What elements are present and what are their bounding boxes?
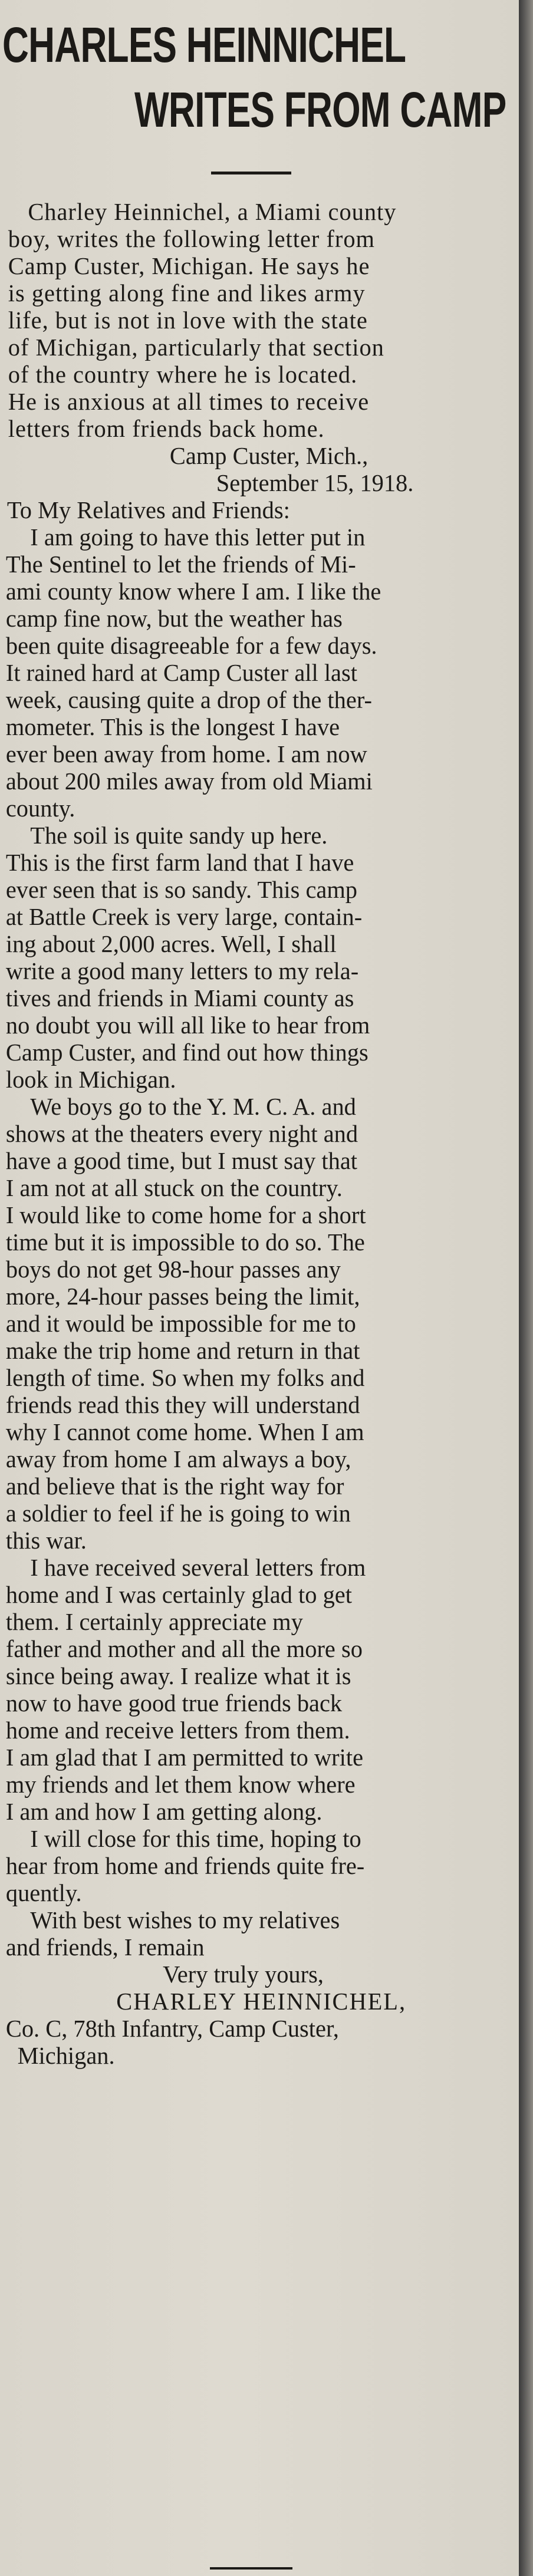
paragraph-line: no doubt you will all like to hear from: [5, 1012, 370, 1039]
intro-line: is getting along fine and likes army: [8, 279, 366, 307]
paragraph-line: more, 24-hour passes being the limit,: [5, 1283, 360, 1310]
intro-line: Charley Heinnichel, a Miami county: [28, 198, 397, 225]
paragraph-line: why I cannot come home. When I am: [5, 1418, 364, 1445]
paragraph-line: look in Michigan.: [5, 1066, 176, 1093]
signature: CHARLEY HEINNICHEL,: [116, 1988, 407, 2015]
paragraph-line: ever seen that is so sandy. This camp: [5, 876, 358, 903]
paragraph-line: camp fine now, but the weather has: [5, 605, 343, 632]
paragraph-line: We boys go to the Y. M. C. A. and: [30, 1093, 356, 1120]
paragraph-line: Camp Custer, and find out how things: [5, 1039, 369, 1066]
intro-line: He is anxious at all times to receive: [8, 388, 370, 415]
paragraph-line: I am and how I am getting along.: [5, 1798, 323, 1825]
closing: Very truly yours,: [163, 1961, 324, 1988]
intro-paragraph: [0, 198, 519, 442]
paragraph-line: now to have good true friends back: [5, 1689, 343, 1717]
paragraph-line: length of time. So when my folks and: [5, 1364, 365, 1391]
headline-rule: [211, 172, 291, 174]
dateline-place: Camp Custer, Mich.,: [169, 442, 369, 469]
intro-line: boy, writes the following letter from: [8, 225, 375, 252]
paragraph-line: hear from home and friends quite fre-: [5, 1852, 365, 1879]
headline-line-2: WRITES FROM CAMP: [134, 82, 506, 137]
paragraph-line: With best wishes to my relatives: [30, 1906, 340, 1933]
paragraph-line: time but it is impossible to do so. The: [5, 1228, 365, 1256]
paragraph-line: my friends and let them know where: [5, 1771, 356, 1798]
paragraph-line: have a good time, but I must say that: [5, 1147, 358, 1174]
paragraph-line: ing about 2,000 acres. Well, I shall: [5, 930, 337, 957]
paragraph-line: them. I certainly appreciate my: [5, 1608, 303, 1635]
paragraph-line: shows at the theaters every night and: [5, 1120, 358, 1147]
paragraph-line: boys do not get 98-hour passes any: [5, 1256, 341, 1283]
paragraph-line: week, causing quite a drop of the ther-: [5, 686, 372, 713]
paragraph-line: a soldier to feel if he is going to win: [5, 1500, 351, 1527]
intro-line: letters from friends back home.: [8, 415, 325, 442]
intro-line: Camp Custer, Michigan. He says he: [8, 252, 370, 279]
paragraph-line: It rained hard at Camp Custer all last: [5, 659, 357, 686]
paragraph-line: this war.: [5, 1527, 87, 1554]
paragraph-line: I will close for this time, hoping to: [30, 1825, 361, 1852]
paragraph-line: county.: [5, 795, 75, 822]
intro-line: life, but is not in love with the state: [8, 307, 368, 334]
letter-body: [0, 442, 519, 2069]
paragraph-line: and friends, I remain: [5, 1933, 205, 1961]
paragraph-line: tives and friends in Miami county as: [5, 984, 354, 1012]
paragraph-line: since being away. I realize what it is: [5, 1662, 351, 1689]
paragraph-line: been quite disagreeable for a few days.: [5, 632, 377, 659]
paragraph-line: The soil is quite sandy up here.: [30, 822, 328, 849]
paragraph-line: mometer. This is the longest I have: [5, 713, 340, 740]
paragraph-line: This is the first farm land that I have: [5, 849, 354, 876]
paragraph-line: home and I was certainly glad to get: [5, 1581, 352, 1608]
intro-line: of the country where he is located.: [8, 361, 358, 388]
paragraph-line: write a good many letters to my rela-: [5, 957, 359, 984]
paragraph-line: and believe that is the right way for: [5, 1473, 344, 1500]
paragraph-line: I am going to have this letter put in: [30, 523, 366, 551]
paragraph-line: The Sentinel to let the friends of Mi-: [5, 551, 356, 578]
end-rule: [210, 2567, 292, 2570]
paragraph-line: father and mother and all the more so: [5, 1635, 363, 1662]
paragraph-line: ami county know where I am. I like the: [5, 578, 381, 605]
dateline-date: September 15, 1918.: [216, 469, 414, 496]
unit-line: Michigan.: [17, 2042, 115, 2069]
intro-line: of Michigan, particularly that section: [8, 334, 384, 361]
paragraph-line: ever been away from home. I am now: [5, 740, 367, 767]
paragraph-line: about 200 miles away from old Miami: [5, 767, 373, 795]
paragraph-line: I would like to come home for a short: [5, 1201, 366, 1228]
paragraph-line: away from home I am always a boy,: [5, 1445, 351, 1473]
paragraph-line: make the trip home and return in that: [5, 1337, 360, 1364]
paragraph-line: friends read this they will understand: [5, 1391, 360, 1418]
salutation: To My Relatives and Friends:: [6, 496, 290, 523]
headline-line-1: CHARLES HEINNICHEL: [2, 17, 406, 73]
paragraph-line: home and receive letters from them.: [5, 1717, 350, 1744]
paragraph-line: I am glad that I am permitted to write: [5, 1744, 364, 1771]
paragraph-line: I am not at all stuck on the country.: [5, 1174, 343, 1201]
unit-line: Co. C, 78th Infantry, Camp Custer,: [5, 2015, 339, 2042]
paragraph-line: I have received several letters from: [30, 1554, 366, 1581]
paragraph-line: at Battle Creek is very large, contain-: [5, 903, 363, 930]
paragraph-line: and it would be impossible for me to: [5, 1310, 356, 1337]
column-edge: [519, 0, 533, 2576]
paragraph-line: quently.: [5, 1879, 82, 1906]
